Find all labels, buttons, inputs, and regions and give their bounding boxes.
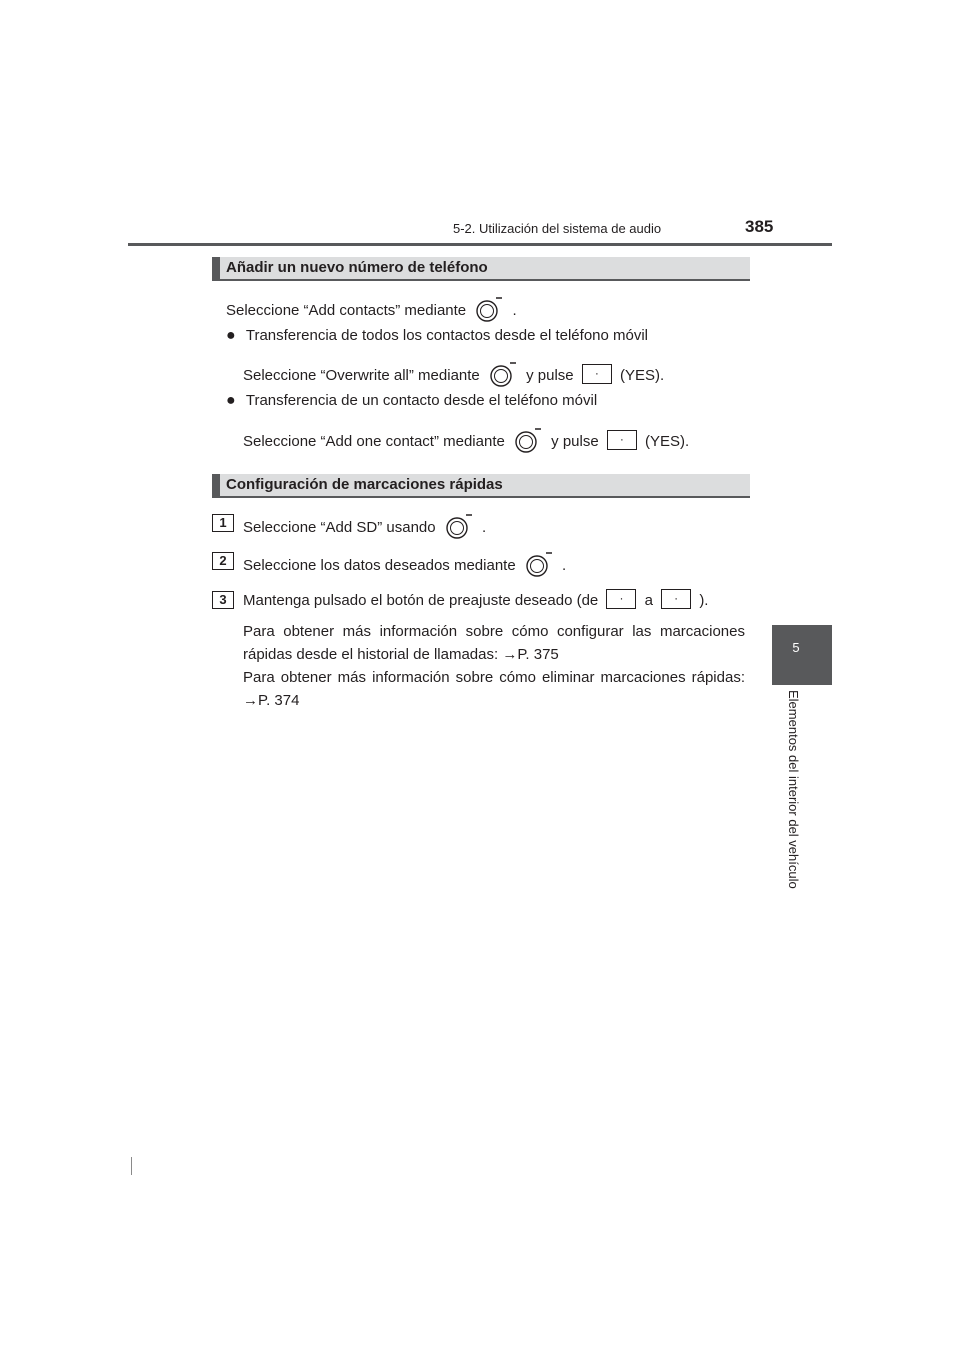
- step-text: Mantenga pulsado el botón de preajuste deseado (de: [243, 591, 599, 609]
- step-line: [243, 552, 566, 580]
- bullet-icon: ●: [226, 327, 236, 344]
- step-number-badge: 3: [212, 591, 234, 609]
- bullet-heading: Transferencia de todos los contactos desde el teléfono móvil: [245, 327, 649, 344]
- preset-button-icon: ·: [607, 430, 637, 450]
- section-heading-speed-dial: Configuración de marcaciones rápidas: [212, 474, 750, 498]
- bullet-item-all-contacts: [226, 327, 648, 345]
- step-line: [243, 514, 486, 542]
- intro-period: .: [512, 301, 517, 319]
- step-line: [243, 591, 708, 611]
- chapter-tab-label: Elementos del interior del vehículo: [786, 690, 801, 889]
- step-text: Seleccione “Add SD” usando: [243, 518, 436, 536]
- step-text: .: [481, 518, 487, 536]
- tune-select-dial-icon: [474, 295, 504, 323]
- tune-select-dial-icon: [444, 512, 474, 540]
- bullet-icon: ●: [226, 392, 236, 409]
- preset-button-icon: ·: [606, 589, 636, 609]
- chapter-tab-number: 5: [792, 640, 800, 655]
- instruction-text: y pulse: [526, 366, 574, 384]
- instruction-text: (YES).: [645, 432, 690, 450]
- section-heading-add-number: Añadir un nuevo número de teléfono: [212, 257, 750, 281]
- header-section-title: 5-2. Utilización del sistema de audio: [453, 221, 662, 236]
- chapter-tab: [772, 625, 832, 685]
- step-text: a: [644, 591, 653, 609]
- instruction-text: (YES).: [619, 366, 665, 384]
- header-divider: [128, 243, 832, 246]
- instruction-line: [243, 428, 689, 456]
- instruction-line: [243, 362, 664, 390]
- bullet-item-one-contact: [226, 392, 597, 410]
- step-text: Seleccione los datos deseados mediante: [243, 556, 516, 574]
- note-paragraph: Para obtener más información sobre cómo configurar las marcaciones rápidas desde el historial de llamadas: →P. 375: [243, 623, 745, 663]
- instruction-text: Seleccione “Add one contact” mediante: [243, 432, 505, 450]
- intro-text: Seleccione “Add contacts” mediante: [226, 301, 467, 319]
- tune-select-dial-icon: [488, 360, 518, 388]
- margin-mark: [131, 1157, 132, 1175]
- instruction-text: y pulse: [551, 432, 599, 450]
- step-text: ).: [699, 591, 709, 609]
- bullet-heading: Transferencia de un contacto desde el teléfono móvil: [245, 392, 598, 409]
- step-text: .: [562, 556, 567, 574]
- step-number-badge: 1: [212, 514, 234, 532]
- tune-select-dial-icon: [524, 550, 554, 578]
- tune-select-dial-icon: [513, 426, 543, 454]
- step-number-badge: 2: [212, 552, 234, 570]
- preset-button-icon: ·: [661, 589, 691, 609]
- instruction-text: Seleccione “Overwrite all” mediante: [243, 366, 480, 384]
- note-paragraph: Para obtener más información sobre cómo eliminar marcaciones rápidas: →P. 374: [243, 669, 745, 709]
- intro-line: [226, 297, 517, 325]
- page-number: 385: [745, 217, 774, 236]
- preset-button-icon: ·: [582, 364, 612, 384]
